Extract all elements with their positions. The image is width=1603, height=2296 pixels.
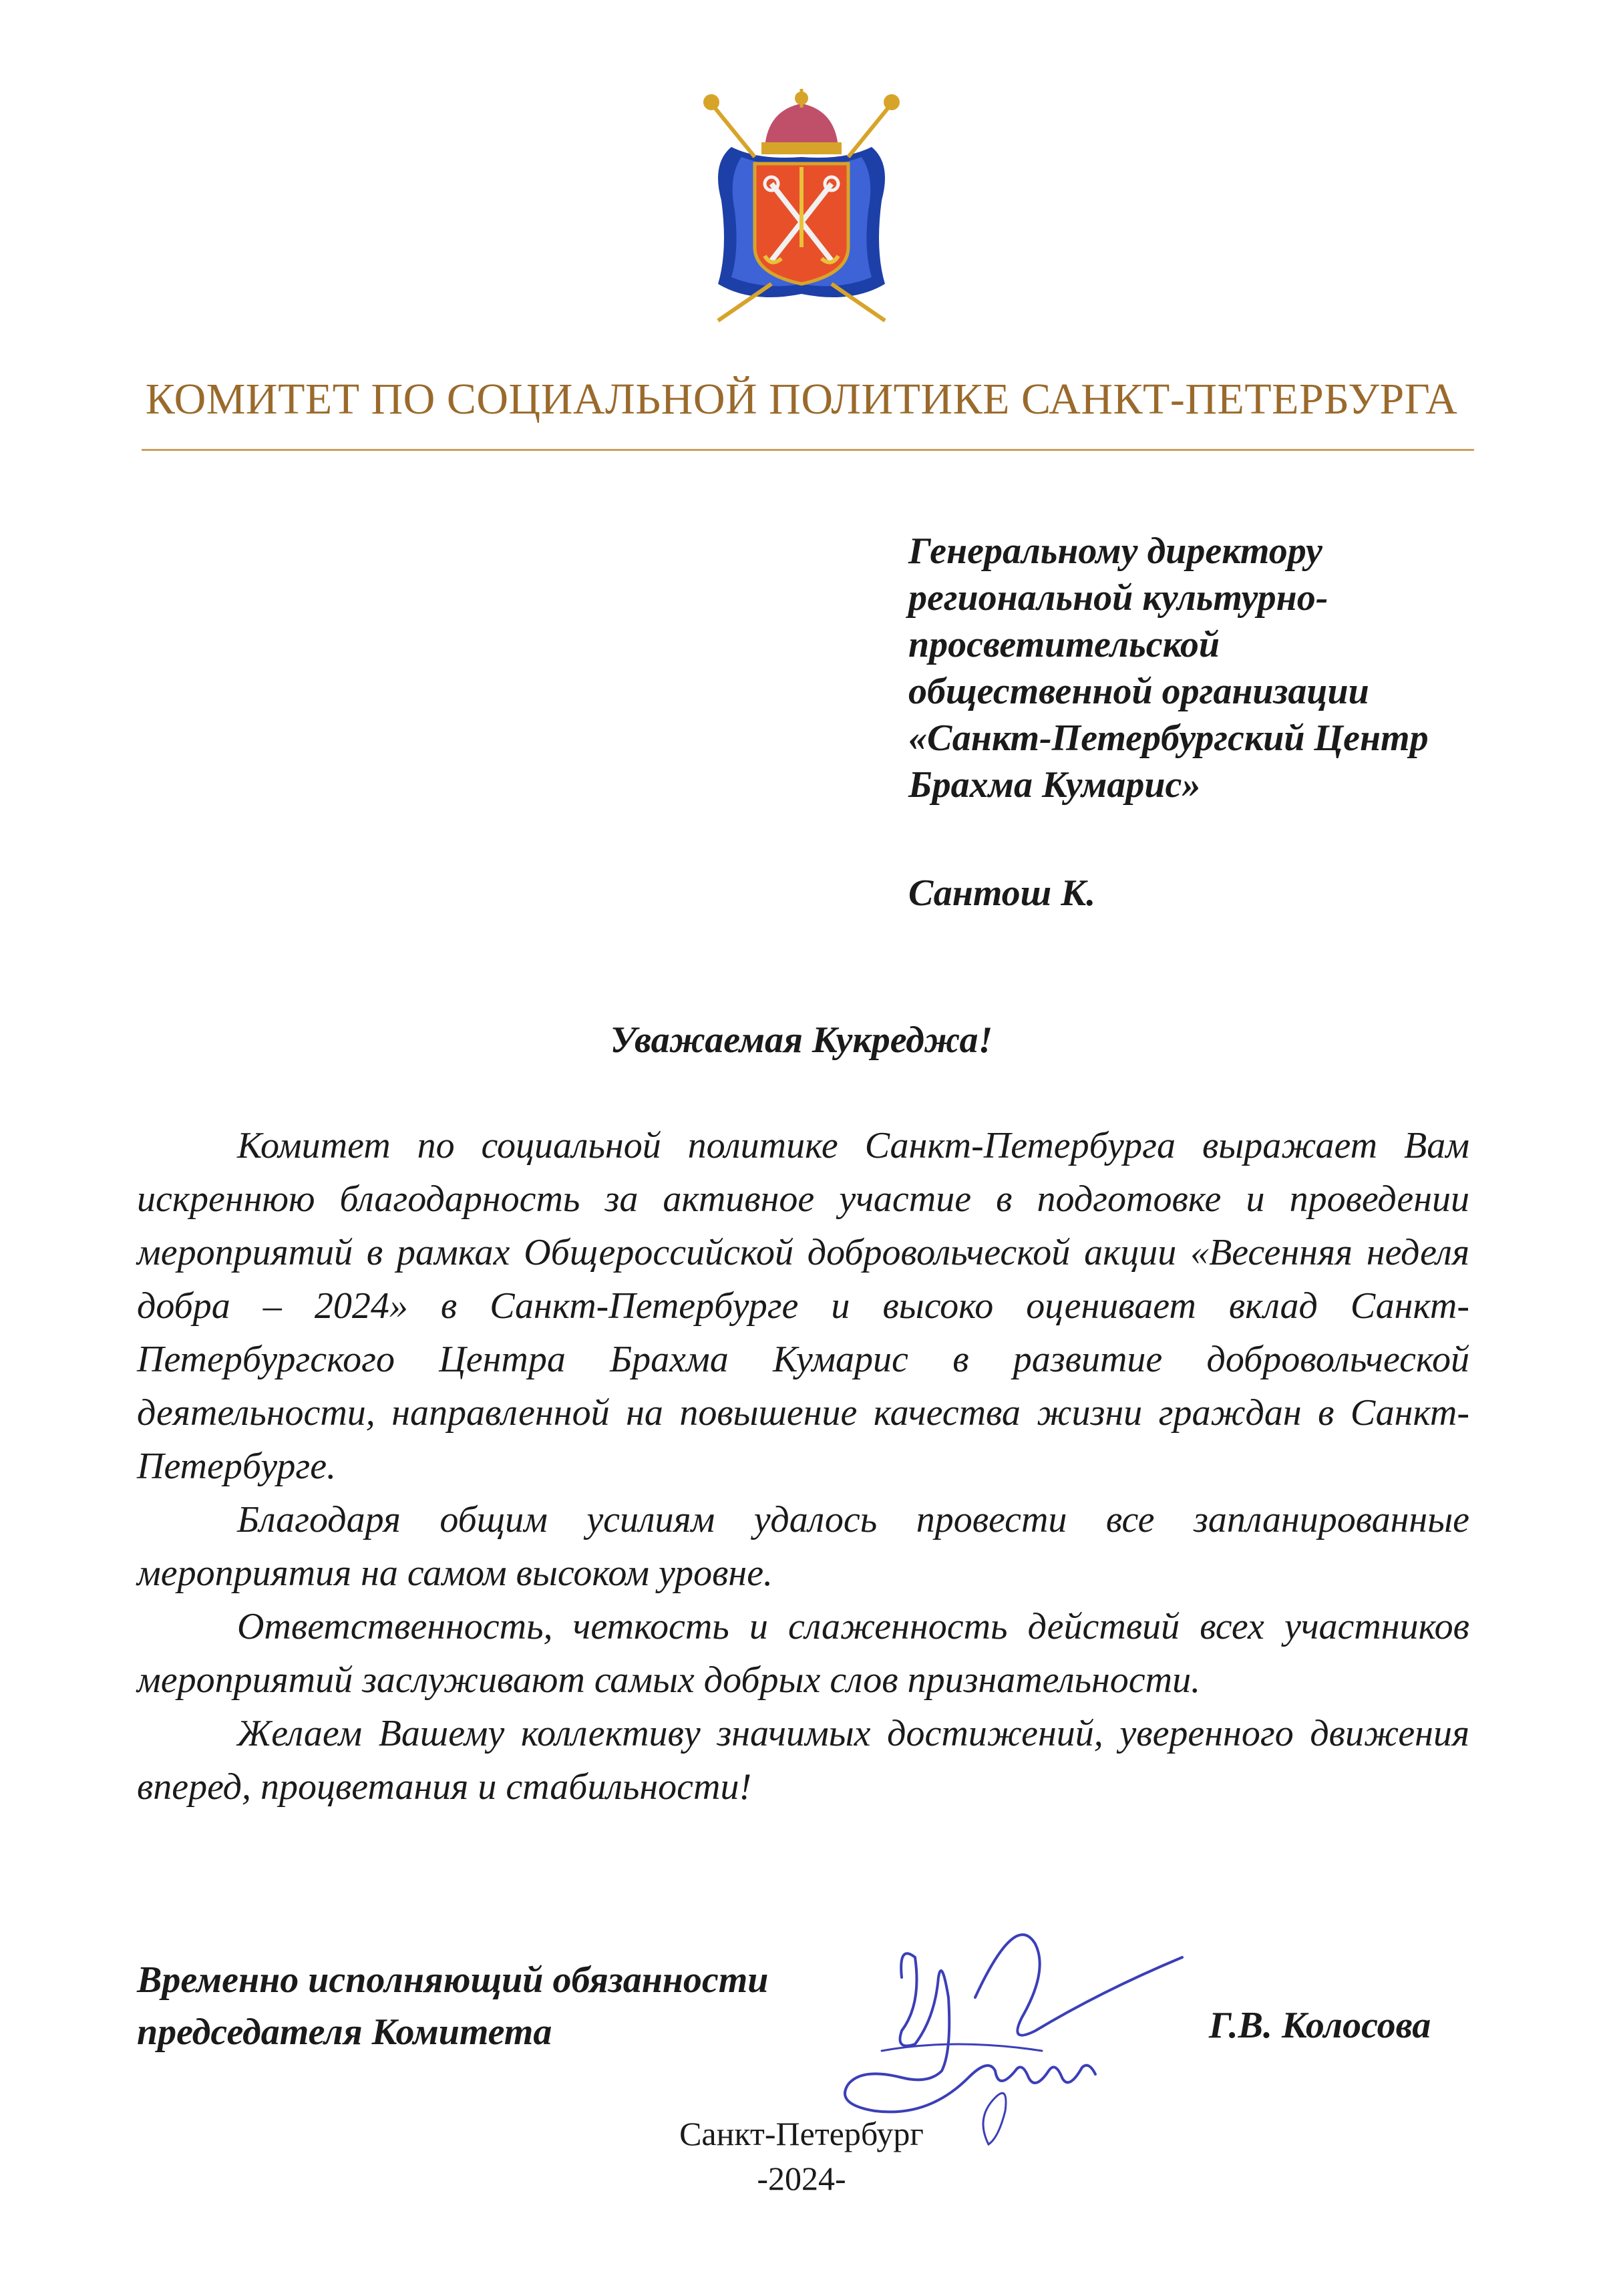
body-paragraph: Желаем Вашему коллективу значимых достижений, уверенного движения вперед, процветания и стабильности! — [137, 1713, 1469, 1808]
body-paragraph: Благодаря общим усилиям удалось провести все запланированные мероприятия на самом высоком уровне. — [137, 1499, 1469, 1594]
recipient-line: Генеральному директору — [908, 530, 1322, 572]
recipient-line: Брахма Кумарис» — [908, 764, 1201, 806]
coat-of-arms-icon — [691, 84, 912, 334]
recipient-line: общественной организации — [908, 671, 1369, 712]
signer-name: Г.В. Колосова — [1209, 2005, 1431, 2046]
footer-year: -2024- — [757, 2160, 846, 2197]
body-paragraph: Комитет по социальной политике Санкт-Петербурга выражает Вам искреннюю благодарность за активное участие в подготовке и проведении мероприятий в рамках Общероссийской добровольческой акции «Весенняя неделя добра – 2024» в Санкт-Петербурге и высоко оценивает вклад Санкт-Петербургского Центра Брахма Кумарис в развитие добровольческой деятельности, направленной на повышение качества жизни граждан в Санкт-Петербурге. — [137, 1125, 1469, 1487]
body-paragraph: Ответственность, четкость и слаженность действий всех участников мероприятий заслуживают самых добрых слов признательности. — [137, 1606, 1469, 1701]
signer-title-line: председателя Комитета — [137, 2011, 552, 2053]
salutation: Уважаемая Кукреджа! — [610, 1019, 993, 1061]
recipient-address — [908, 528, 1509, 808]
signer-title — [137, 1954, 768, 2058]
letter-body — [137, 1119, 1469, 1814]
signer-title-line: Временно исполняющий обязанности — [137, 1959, 769, 2001]
header-divider — [142, 449, 1474, 451]
recipient-line: «Санкт-Петербургский Центр — [908, 717, 1429, 759]
footer-place: Санкт-Петербург — [679, 2115, 924, 2152]
committee-title: КОМИТЕТ ПО СОЦИАЛЬНОЙ ПОЛИТИКЕ САНКТ-ПЕТЕРБУРГА — [145, 375, 1458, 424]
recipient-name: Сантош К. — [908, 872, 1096, 914]
recipient-line: региональной культурно- — [908, 577, 1328, 619]
recipient-line: просветительской — [908, 624, 1220, 665]
